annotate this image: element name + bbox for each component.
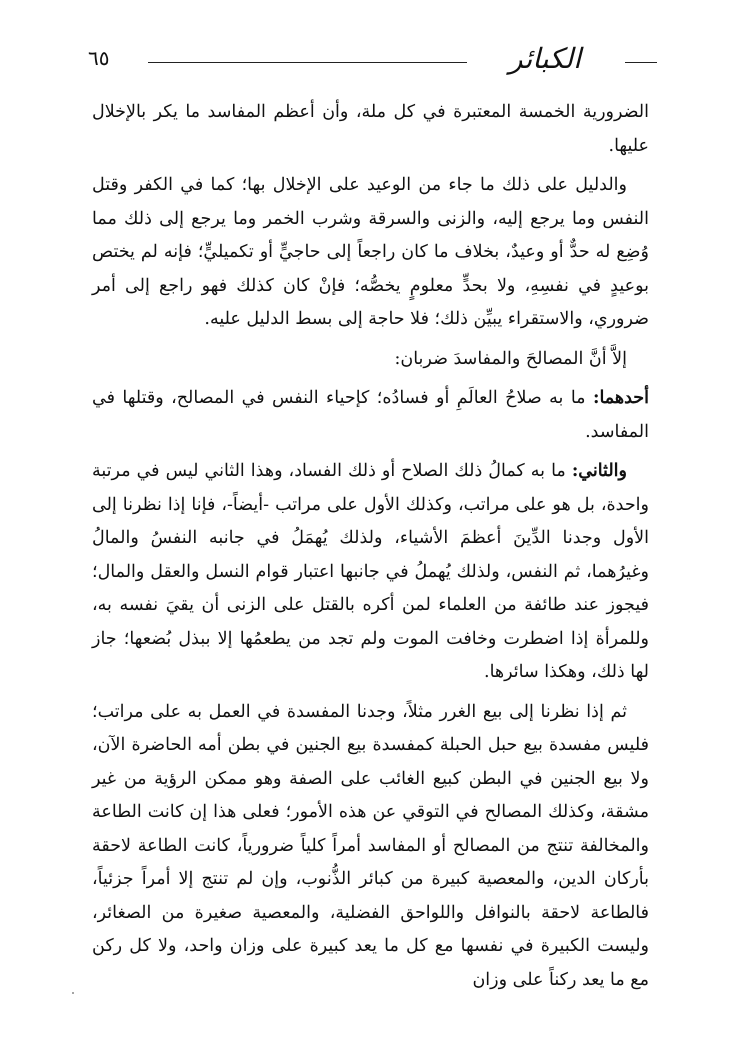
- paragraph-text: ثم إذا نظرنا إلى بيع الغرر مثلاً، وجدنا المفسدة في العمل به على مراتب؛ فليس مفسدة بيع حبل الحبلة كمفسدة بيع الجنين في بطن أمه الحاضرة الآن، ولا بيع الجنين في البطن كبيع الغائب على الصفة وهو ممكن الرؤية من غير مشقة، وكذلك المصالح في التوقي عن هذه الأمور؛ فعلى هذا إن كانت الطاعة والمخالفة تنتج من المصالح أو المفاسد أمراً كلياً ضرورياً، كانت الطاعة لاحقة بأركان الدين، والمعصية كبيرة من كبائر الذُّنوب، وإن لم تنتج إلا أمراً جزئياً، فالطاعة لاحقة بالنوافل واللواحق الفضلية، والمعصية صغيرة من الصغائر، وليست الكبيرة في نفسها مع كل ما يعد كبيرة على وزان واحد، ولا كل ركن مع ما يعد ركناً على وزان: [92, 701, 649, 990]
- paragraph-text: إلاَّ أنَّ المصالحَ والمفاسدَ ضربان:: [394, 348, 627, 369]
- paragraph-lead: والثاني:: [571, 461, 627, 481]
- header-rule-right: [625, 62, 657, 63]
- paragraph-text: ما به كمالُ ذلك الصلاح أو ذلك الفساد، وهذا الثاني ليس في مرتبة واحدة، بل هو على مراتب، وكذلك الأول على مراتب -أيضاً-، فإنا إذا نظرنا إلى الأول وجدنا الدِّينَ أعظمَ الأشياء، ولذلك يُهمَلُ في جانبه النفسُ والمالُ وغيرُهما، ثم النفس، ولذلك يُهملُ في جانبها اعتبار قوام النسل والعقل والمال؛ فيجوز عند طائفة من العلماء لمن أكره بالقتل على الزنى أن يقيَ نفسه به، وللمرأة إذا اضطرت وخافت الموت ولم تجد من يطعمُها إلا ببذل بُضعها؛ جاز لها ذلك، وهكذا سائرها.: [92, 461, 649, 682]
- paragraph: [92, 96, 649, 163]
- header-rule-left: [148, 62, 467, 63]
- paragraph: [92, 455, 649, 690]
- paragraph: [92, 169, 649, 337]
- paragraph-lead: أحدهما:: [592, 388, 649, 408]
- page-header: [70, 44, 657, 84]
- running-title: الكبائر: [509, 42, 581, 75]
- paragraph: [92, 343, 649, 377]
- paragraph-text: والدليل على ذلك ما جاء من الوعيد على الإخلال بها؛ كما في الكفر وقتل النفس وما يرجع إليه، والزنى والسرقة وشرب الخمر وما يرجع إلى ذلك مما وُضِع له حدٌّ أو وعيدٌ، بخلاف ما كان راجعاً إلى حاجيٍّ أو تكميليٍّ؛ فإنه لم يختص بوعيدٍ في نفسِهِ، ولا بحدٍّ معلومٍ يخصُّه؛ فإنْ كان كذلك فهو راجع إلى أمر ضروري، والاستقراء يبيِّن ذلك؛ فلا حاجة إلى بسط الدليل عليه.: [92, 175, 649, 329]
- paragraph-text: الضرورية الخمسة المعتبرة في كل ملة، وأن أعظم المفاسد ما يكر بالإخلال عليها.: [92, 102, 649, 156]
- paragraph: [92, 696, 649, 998]
- paragraph: [92, 382, 649, 449]
- margin-mark: [72, 992, 74, 994]
- body-text: [92, 96, 649, 1003]
- paragraph-text: ما به صلاحُ العالَمِ أو فسادُه؛ كإحياء النفس في المصالح، وقتلها في المفاسد.: [92, 388, 649, 442]
- page-number: ٦٥: [88, 46, 110, 70]
